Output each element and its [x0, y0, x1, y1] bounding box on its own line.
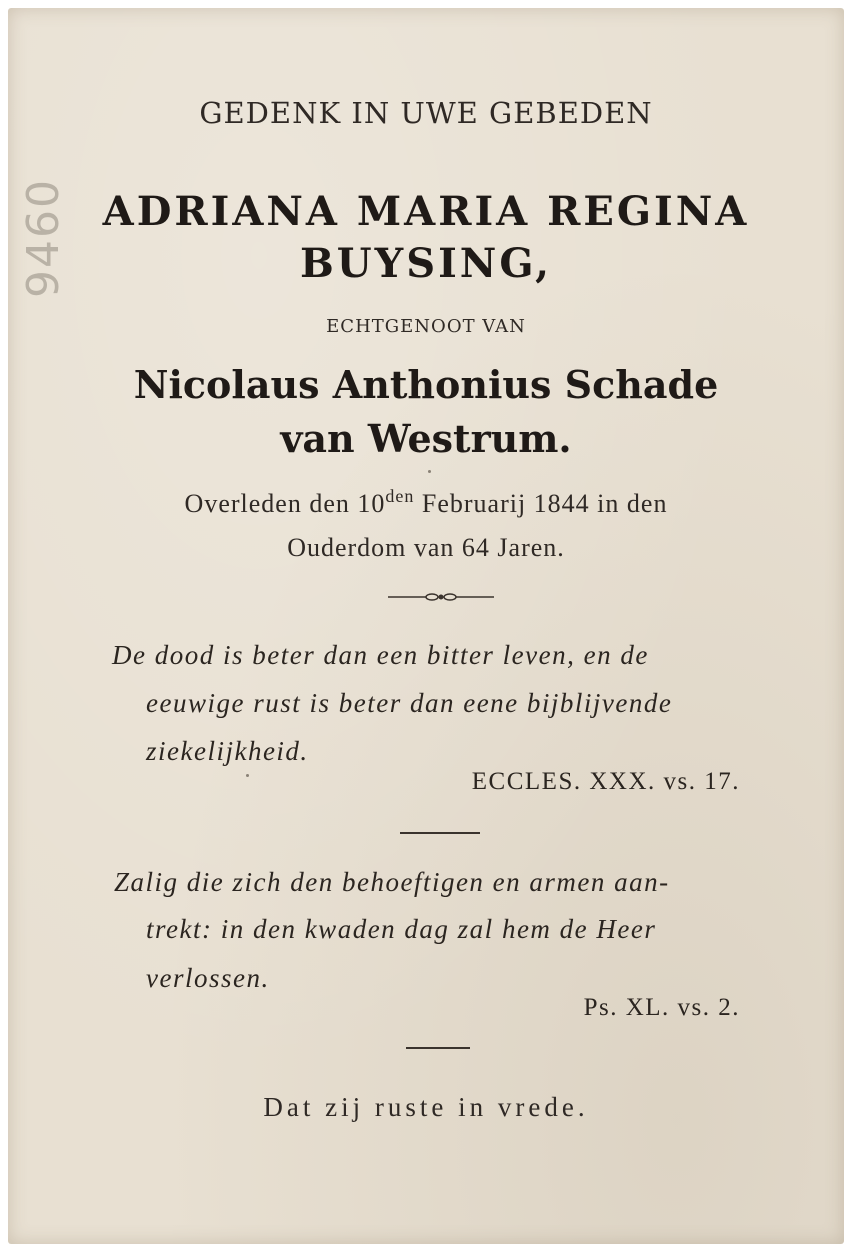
- death-notice-line1: [8, 486, 844, 519]
- paper-speck: [246, 774, 249, 777]
- paper-speck: [428, 470, 431, 473]
- deceased-name-line1: ADRIANA MARIA REGINA: [102, 188, 750, 235]
- verse2-reference: Ps. XL. vs. 2.: [583, 994, 740, 1021]
- divider-rule-1: [400, 832, 480, 834]
- ornament-divider: [386, 588, 496, 606]
- memorial-card: [8, 8, 844, 1244]
- death-notice-suffix: den: [385, 486, 415, 506]
- verse2-line1: Zalig die zich den behoeftigen en armen aan-: [114, 867, 670, 897]
- death-notice-post: Februarij 1844 in den: [414, 489, 668, 518]
- spouse-name-line2: van Westrum.: [280, 416, 572, 461]
- spouse-name-line1: Nicolaus Anthonius Schade: [133, 362, 719, 407]
- verse2-line2: trekt: in den kwaden dag zal hem de Heer: [146, 914, 657, 944]
- header-text: GEDENK IN UWE GEBEDEN: [199, 96, 653, 130]
- closing-text: Dat zij ruste in vrede.: [263, 1092, 589, 1122]
- inventory-stamp: 9460: [18, 178, 69, 298]
- verse1-reference: ECCLES. XXX. vs. 17.: [471, 768, 740, 795]
- verse1-line2: eeuwige rust is beter dan eene bijblijvende: [146, 688, 673, 718]
- divider-rule-2: [406, 1047, 470, 1049]
- death-notice-pre: Overleden den 10: [184, 489, 386, 518]
- deceased-name-line2: BUYSING,: [299, 240, 553, 287]
- verse2-line3: verlossen.: [146, 963, 270, 993]
- verse1-line1: De dood is beter dan een bitter leven, en de: [112, 640, 649, 670]
- death-notice-line2: Ouderdom van 64 Jaren.: [287, 533, 565, 562]
- spouse-label: ECHTGENOOT VAN: [326, 316, 526, 337]
- verse1-line3: ziekelijkheid.: [146, 736, 309, 766]
